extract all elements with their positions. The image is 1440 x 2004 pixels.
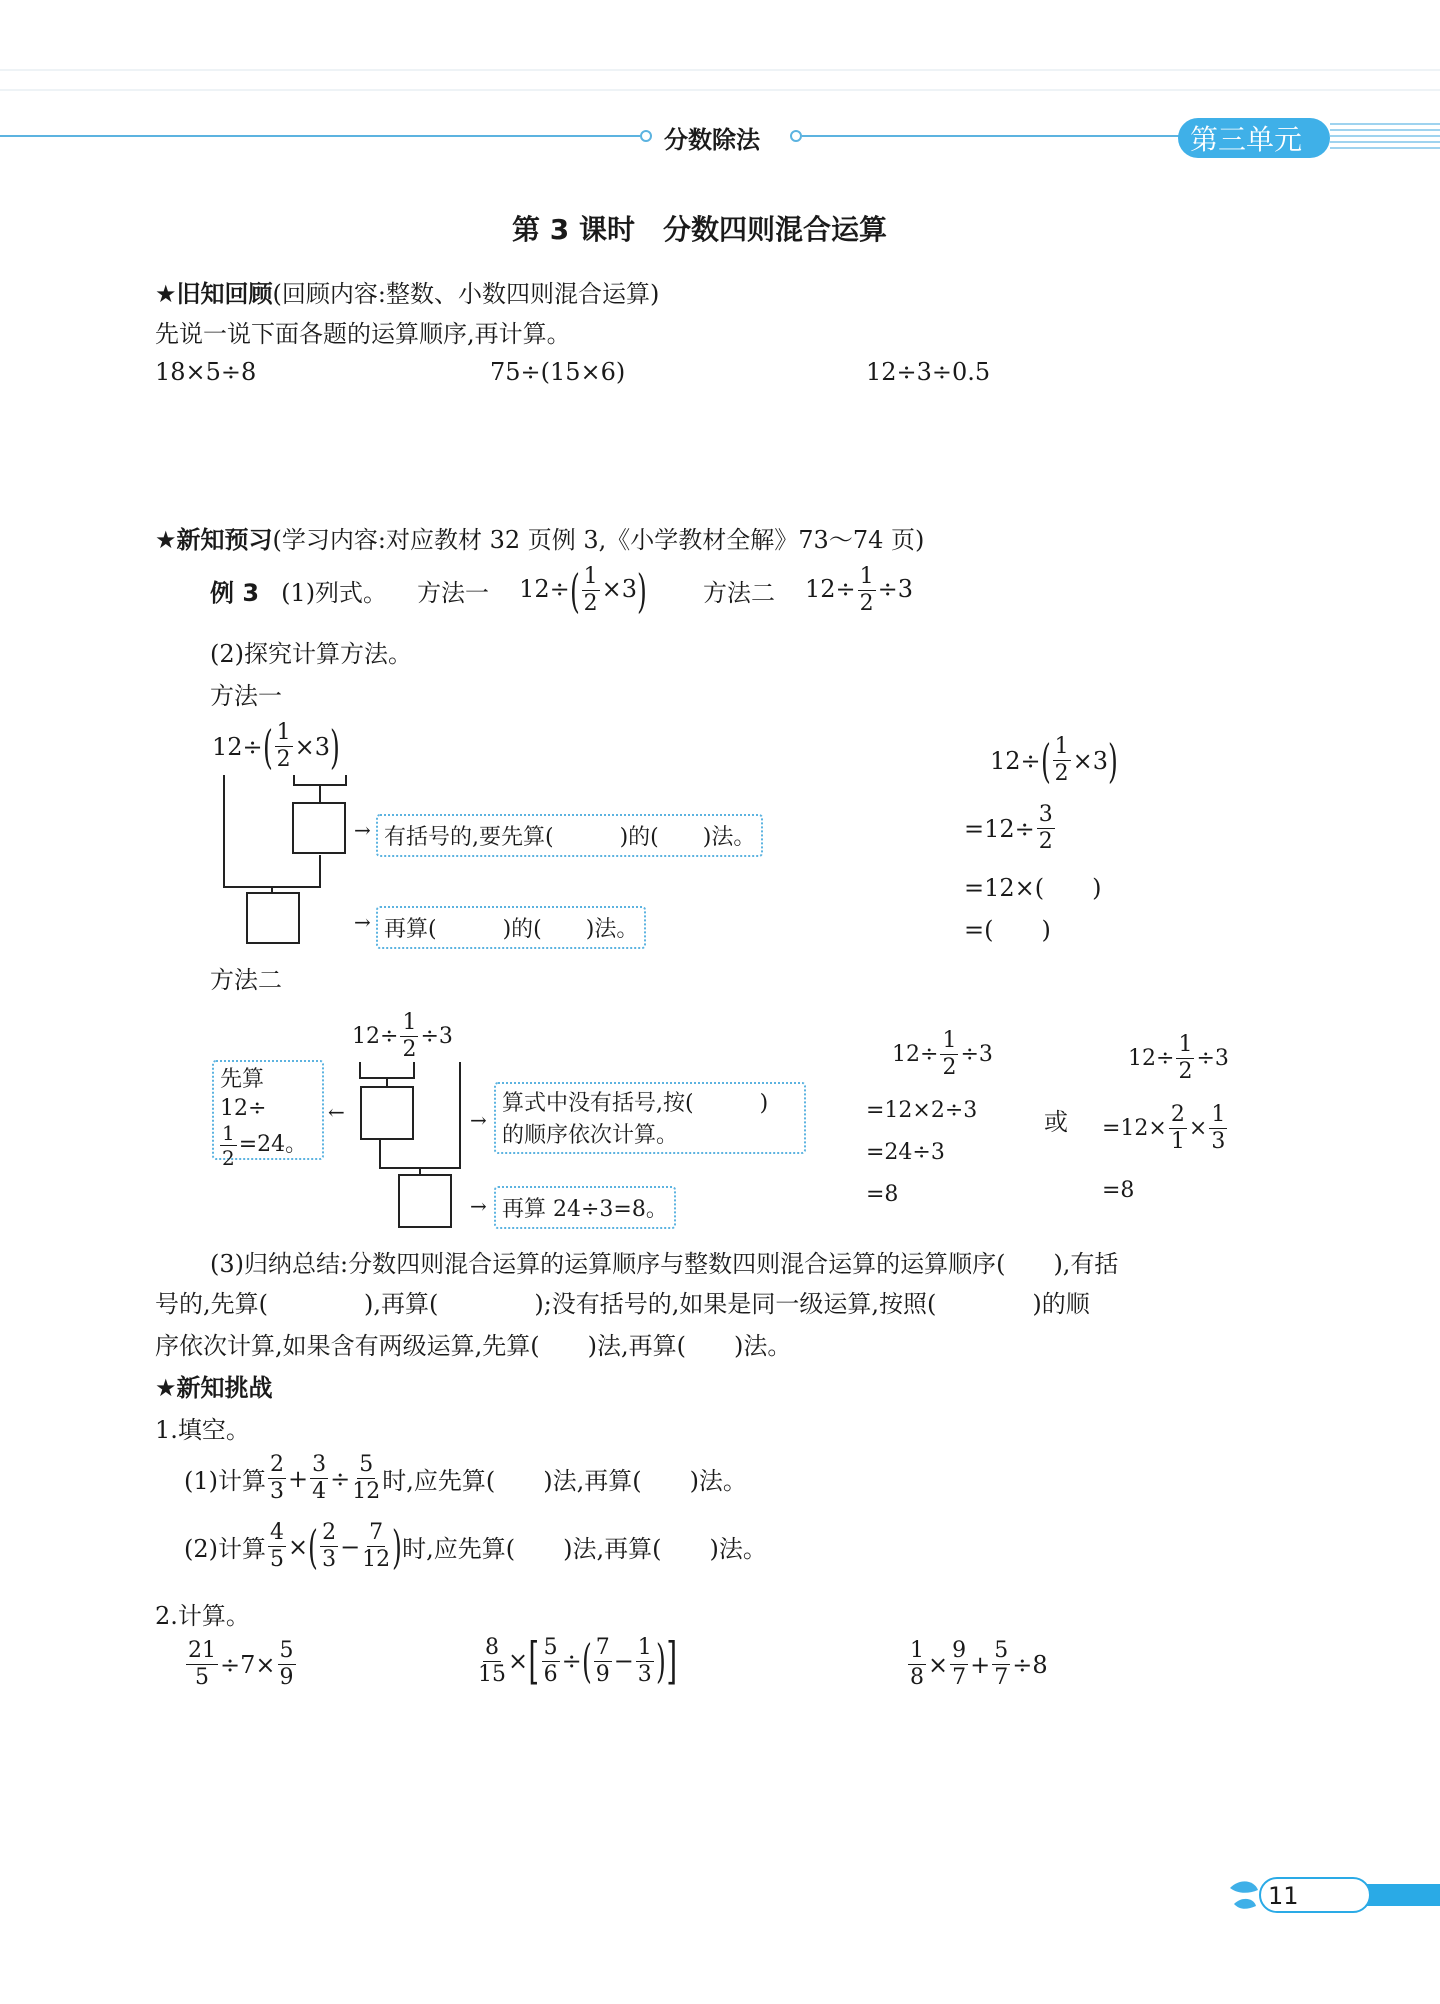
preview-heading xyxy=(155,520,924,555)
review-heading-note: (回顾内容:整数、小数四则混合运算) xyxy=(272,280,660,308)
q2-problem-2: $\frac{8}{15}$ × [ $\frac{5}{6}$ ÷ ( $\frac{7}{9}$ − $\frac{1}{3}$ ) ] xyxy=(478,1632,677,1690)
example-row xyxy=(210,563,914,618)
step2-text: (2)探究计算方法。 xyxy=(210,640,412,668)
m2-heading: 方法二 xyxy=(210,966,282,994)
review-problem-2: 75÷(15×6) xyxy=(490,358,626,386)
m2-calc-b-line-2: =8 xyxy=(1102,1178,1135,1203)
m1-box-2[interactable] xyxy=(246,892,300,944)
step3-line-2: 号的,先算( ),再算( );没有括号的,如果是同一级运算,按照( )的顺 xyxy=(155,1290,1090,1318)
review-instruction: 先说一说下面各题的运算顺序,再计算。 xyxy=(155,320,571,348)
m2-calc-b-line-1: =12× $\frac{2}{1}$ × $\frac{1}{3}$ xyxy=(1102,1102,1226,1154)
review-problem-1: 18×5÷8 xyxy=(155,358,257,386)
m1-arrow-2: → xyxy=(354,910,371,934)
review-heading xyxy=(155,274,659,309)
m2-arrow-bottom: → xyxy=(470,1194,487,1218)
or-label: 或 xyxy=(1044,1108,1068,1136)
preview-heading-label: ★新知预习 xyxy=(155,526,273,554)
section-title: 分数除法 xyxy=(664,126,760,154)
m1-calc-line-2: =12×( ) xyxy=(964,874,1102,902)
method1-expr: 12÷( $\frac{1}{2}$ ×3) xyxy=(519,563,647,618)
m2-calc-a-line-3: =8 xyxy=(866,1182,899,1207)
m1-note-1: 有括号的,要先算( )的( )法。 xyxy=(376,814,763,857)
q1-label: 1.填空。 xyxy=(155,1416,250,1444)
footer-bar xyxy=(1200,1860,1440,1920)
method2-expr: 12÷ $\frac{1}{2}$ ÷3 xyxy=(805,564,914,616)
step3-line-1: (3)归纳总结:分数四则混合运算的运算顺序与整数四则混合运算的运算顺序( ),有括 xyxy=(210,1250,1119,1278)
step1-text: (1)列式。 xyxy=(281,579,388,607)
m2-arrow-left: ← xyxy=(328,1100,345,1124)
m1-calc-line-1: =12÷ $\frac{3}{2}$ xyxy=(964,802,1053,854)
page-title: 第 3 课时 分数四则混合运算 xyxy=(512,213,887,246)
m1-arrow-1: → xyxy=(354,818,371,842)
m2-note-bottom: 再算 24÷3=8。 xyxy=(494,1186,676,1229)
m2-calc-b-expr: 12÷ $\frac{1}{2}$ ÷3 xyxy=(1128,1032,1229,1084)
example-label: 例 3 xyxy=(210,579,260,607)
m1-expr: 12÷ ( $\frac{1}{2}$ ×3 ) xyxy=(212,719,340,774)
m1-calc-expr: 12÷ ( $\frac{1}{2}$ ×3 ) xyxy=(990,733,1118,788)
q2-label: 2.计算。 xyxy=(155,1602,250,1630)
preview-heading-note: (学习内容:对应教材 32 页例 3,《小学教材全解》73～74 页) xyxy=(272,526,925,554)
unit-badge: 第三单元 xyxy=(1190,123,1303,156)
method2-label: 方法二 xyxy=(703,579,776,607)
m2-expr: 12÷ $\frac{1}{2}$ ÷3 xyxy=(352,1010,453,1062)
q2-problem-3: $\frac{1}{8}$ × $\frac{9}{7}$ + $\frac{5}{7}$ ÷8 xyxy=(910,1638,1048,1690)
m2-note-right: 算式中没有括号,按( ) 的顺序依次计算。 xyxy=(494,1082,806,1154)
page-number: 11 xyxy=(1268,1882,1299,1910)
m2-box-2[interactable] xyxy=(398,1174,452,1228)
q2-problem-1: $\frac{21}{5}$ ÷7× $\frac{5}{9}$ xyxy=(188,1638,294,1690)
step3-line-3: 序依次计算,如果含有两级运算,先算( )法,再算( )法。 xyxy=(155,1332,792,1360)
q1b: (2)计算 $\frac{4}{5}$ × ( $\frac{2}{3}$ − $\frac{7}{12}$ ) 时,应先算( )法,再算( )法。 xyxy=(184,1519,767,1574)
q1a: (1)计算 $\frac{2}{3}$ + $\frac{3}{4}$ ÷ $\frac{5}{12}$ 时,应先算( )法,再算( )法。 xyxy=(184,1452,747,1504)
m2-calc-a-line-2: =24÷3 xyxy=(866,1140,945,1165)
m2-calc-a-expr: 12÷ $\frac{1}{2}$ ÷3 xyxy=(892,1028,993,1080)
m1-heading: 方法一 xyxy=(210,682,282,710)
challenge-heading: ★新知挑战 xyxy=(155,1374,273,1402)
m2-arrow-right: → xyxy=(470,1108,487,1132)
m1-box-1[interactable] xyxy=(292,802,346,854)
method1-label: 方法一 xyxy=(417,579,490,607)
m1-note-2: 再算( )的( )法。 xyxy=(376,906,646,949)
m1-calc-line-3: =( ) xyxy=(964,916,1051,944)
m2-calc-a-line-1: =12×2÷3 xyxy=(866,1098,978,1123)
review-heading-label: ★旧知回顾 xyxy=(155,280,273,308)
m2-box-1[interactable] xyxy=(360,1086,414,1140)
m2-note-left: 先算 12÷ $\frac{1}{2}$ =24。 xyxy=(212,1060,324,1160)
review-problem-3: 12÷3÷0.5 xyxy=(866,358,991,386)
